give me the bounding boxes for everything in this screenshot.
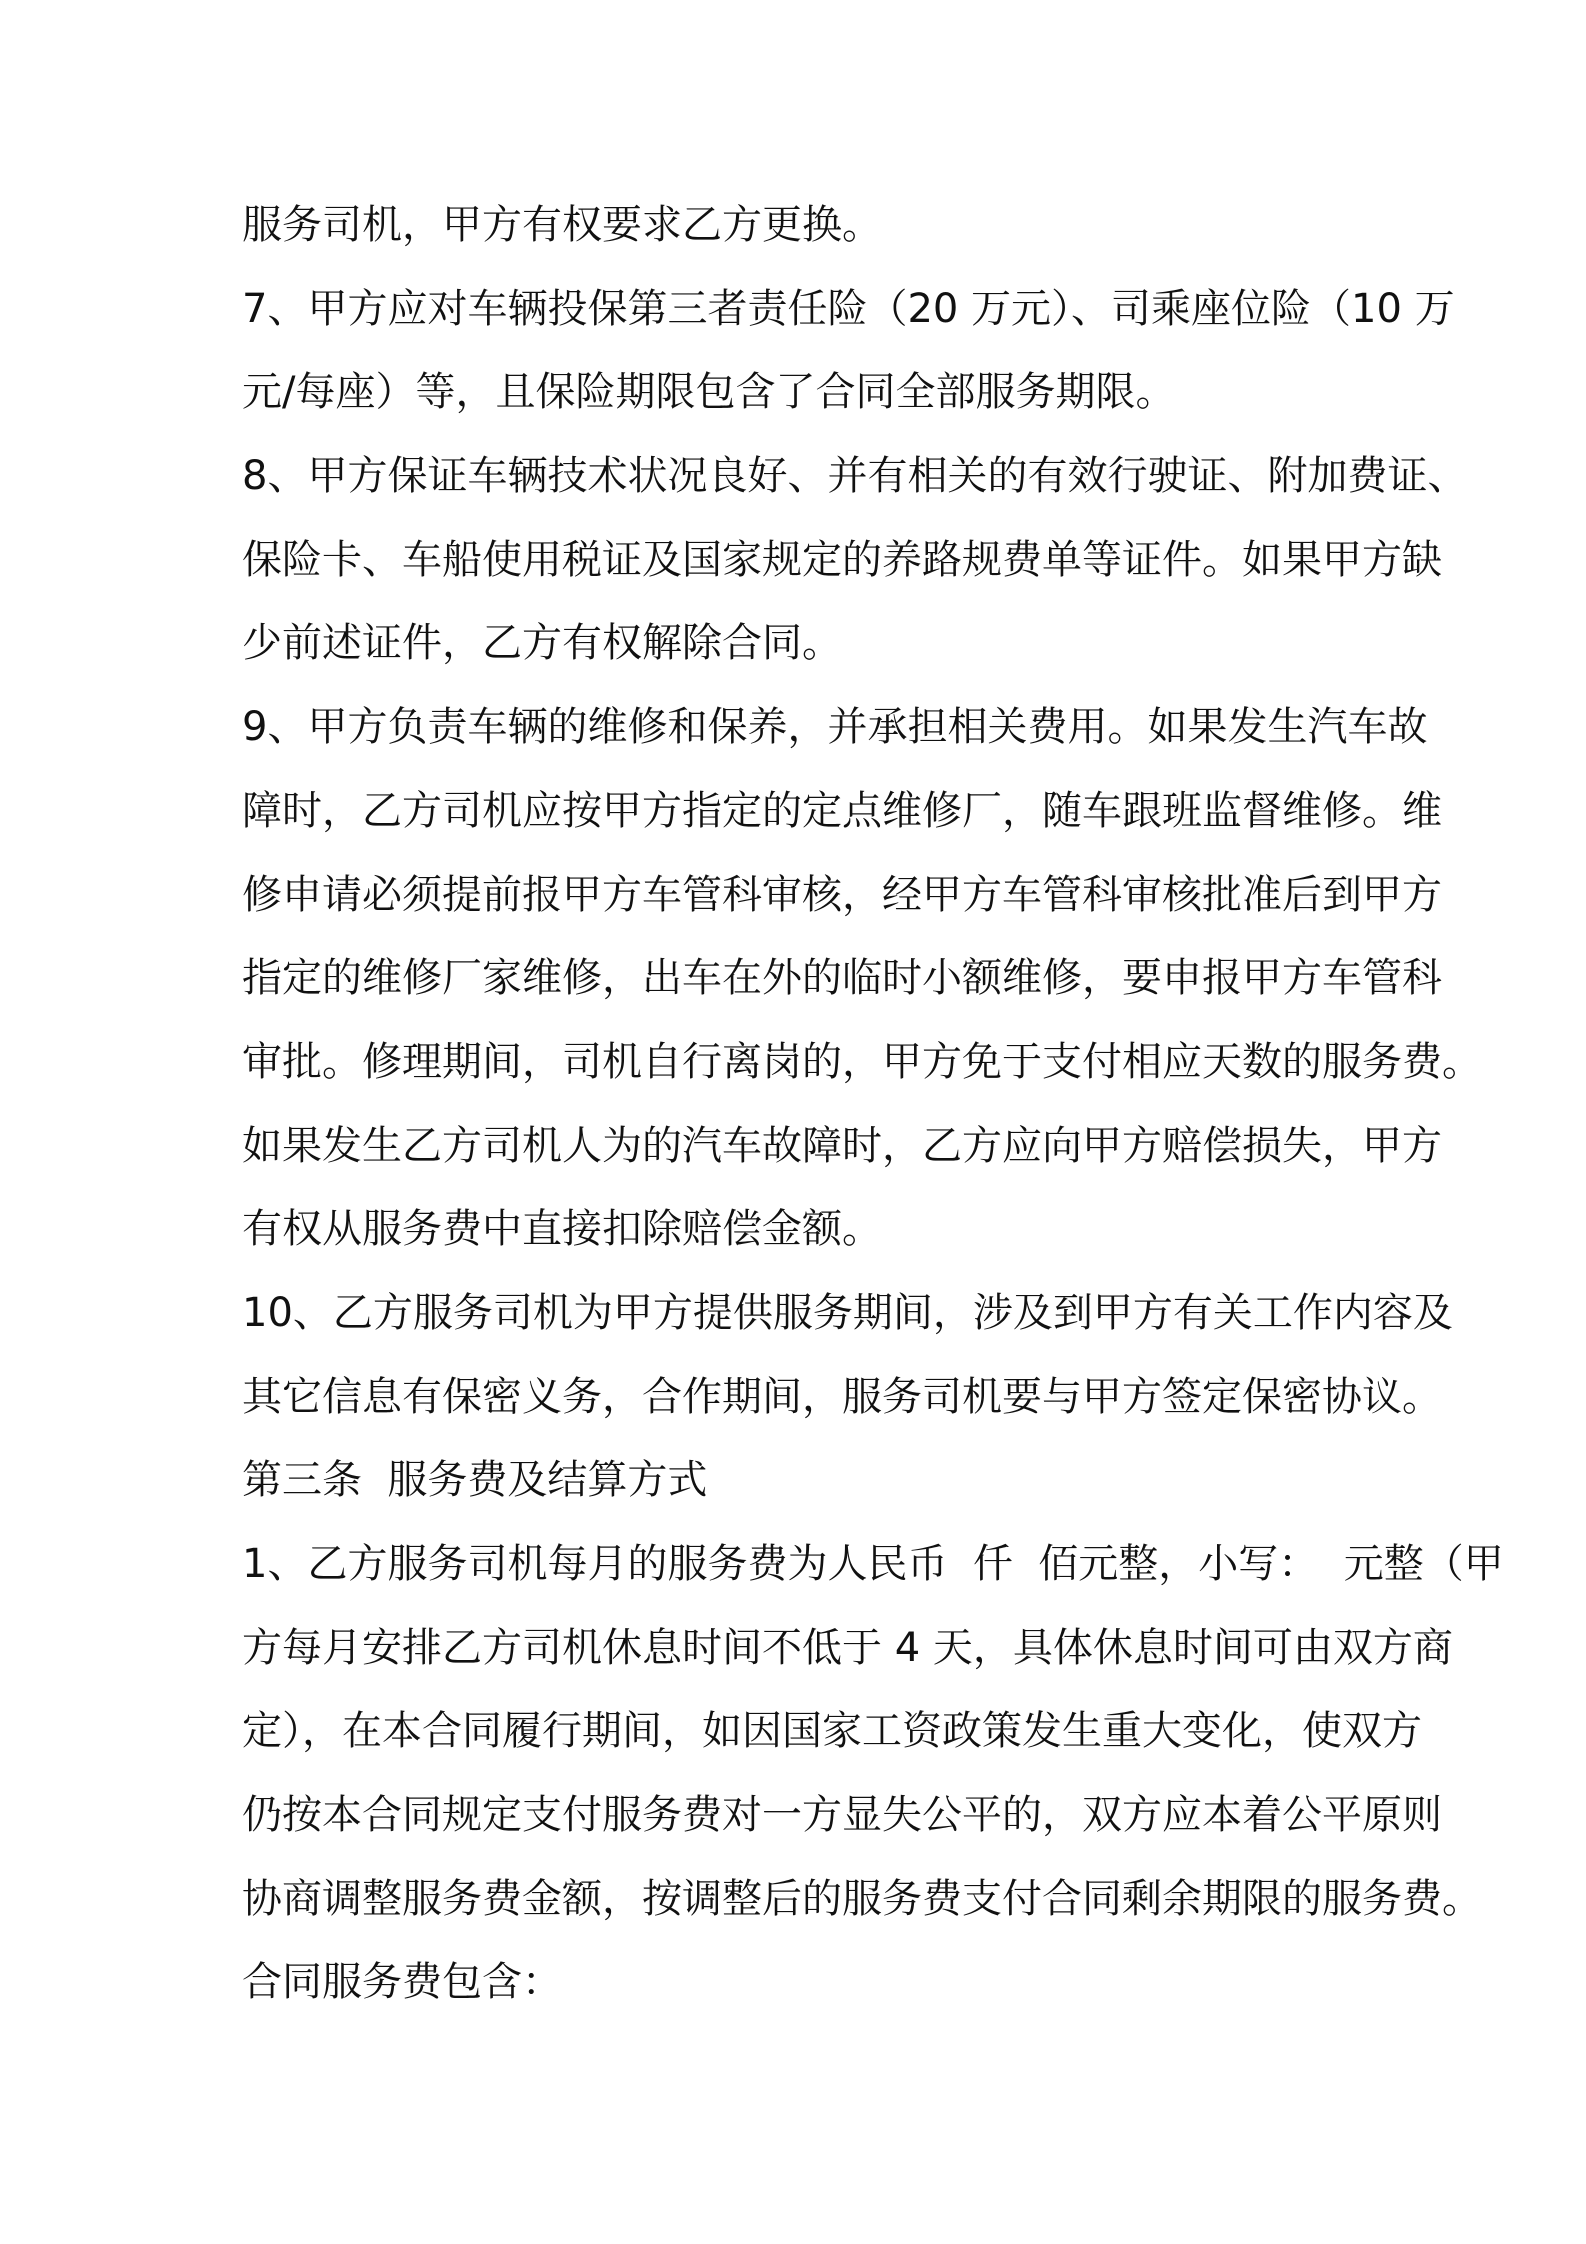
text-line: 其它信息有保密义务，合作期间，服务司机要与甲方签定保密协议。 bbox=[242, 1373, 1442, 1420]
text-line: 指定的维修厂家维修，出车在外的临时小额维修，要申报甲方车管科 bbox=[242, 955, 1442, 1002]
text-line: 元/每座）等，且保险期限包含了合同全部服务期限。 bbox=[242, 369, 1176, 416]
text-line: 仍按本合同规定支付服务费对一方显失公平的，双方应本着公平原则 bbox=[242, 1792, 1442, 1839]
text-line: 少前述证件，乙方有权解除合同。 bbox=[242, 620, 842, 667]
text-line: 定），在本合同履行期间，如因国家工资政策发生重大变化，使双方 bbox=[242, 1708, 1422, 1755]
clause-10-line: 10、乙方服务司机为甲方提供服务期间，涉及到甲方有关工作内容及 bbox=[242, 1289, 1453, 1336]
clause-7-line: 7、甲方应对车辆投保第三者责任险（20 万元）、司乘座位险（10 万 bbox=[242, 285, 1455, 332]
text-line: 保险卡、车船使用税证及国家规定的养路规费单等证件。如果甲方缺 bbox=[242, 536, 1442, 583]
text-line: 合同服务费包含： bbox=[242, 1959, 562, 2006]
text-line: 审批。修理期间，司机自行离岗的，甲方免于支付相应天数的服务费。 bbox=[242, 1038, 1482, 1085]
contract-text bbox=[242, 184, 1504, 2025]
text-line: 有权从服务费中直接扣除赔偿金额。 bbox=[242, 1206, 882, 1253]
text-line: 如果发生乙方司机人为的汽车故障时，乙方应向甲方赔偿损失，甲方 bbox=[242, 1122, 1442, 1169]
text-line: 协商调整服务费金额，按调整后的服务费支付合同剩余期限的服务费。 bbox=[242, 1875, 1482, 1922]
text-line: 方每月安排乙方司机休息时间不低于 4 天，具体休息时间可由双方商 bbox=[242, 1624, 1453, 1671]
clause-9-line: 9、甲方负责车辆的维修和保养，并承担相关费用。如果发生汽车故 bbox=[242, 704, 1428, 751]
text-line: 障时，乙方司机应按甲方指定的定点维修厂，随车跟班监督维修。维 bbox=[242, 787, 1442, 834]
clause-8-line: 8、甲方保证车辆技术状况良好、并有相关的有效行驶证、附加费证、 bbox=[242, 453, 1468, 500]
clause-1-line: 1、乙方服务司机每月的服务费为人民币 仟 佰元整，小写： 元整（甲 bbox=[242, 1541, 1504, 1587]
text-line: 服务司机，甲方有权要求乙方更换。 bbox=[242, 202, 882, 248]
section-heading: 第三条 服务费及结算方式 bbox=[242, 1457, 708, 1504]
text-line: 修申请必须提前报甲方车管科审核，经甲方车管科审核批准后到甲方 bbox=[242, 871, 1442, 918]
